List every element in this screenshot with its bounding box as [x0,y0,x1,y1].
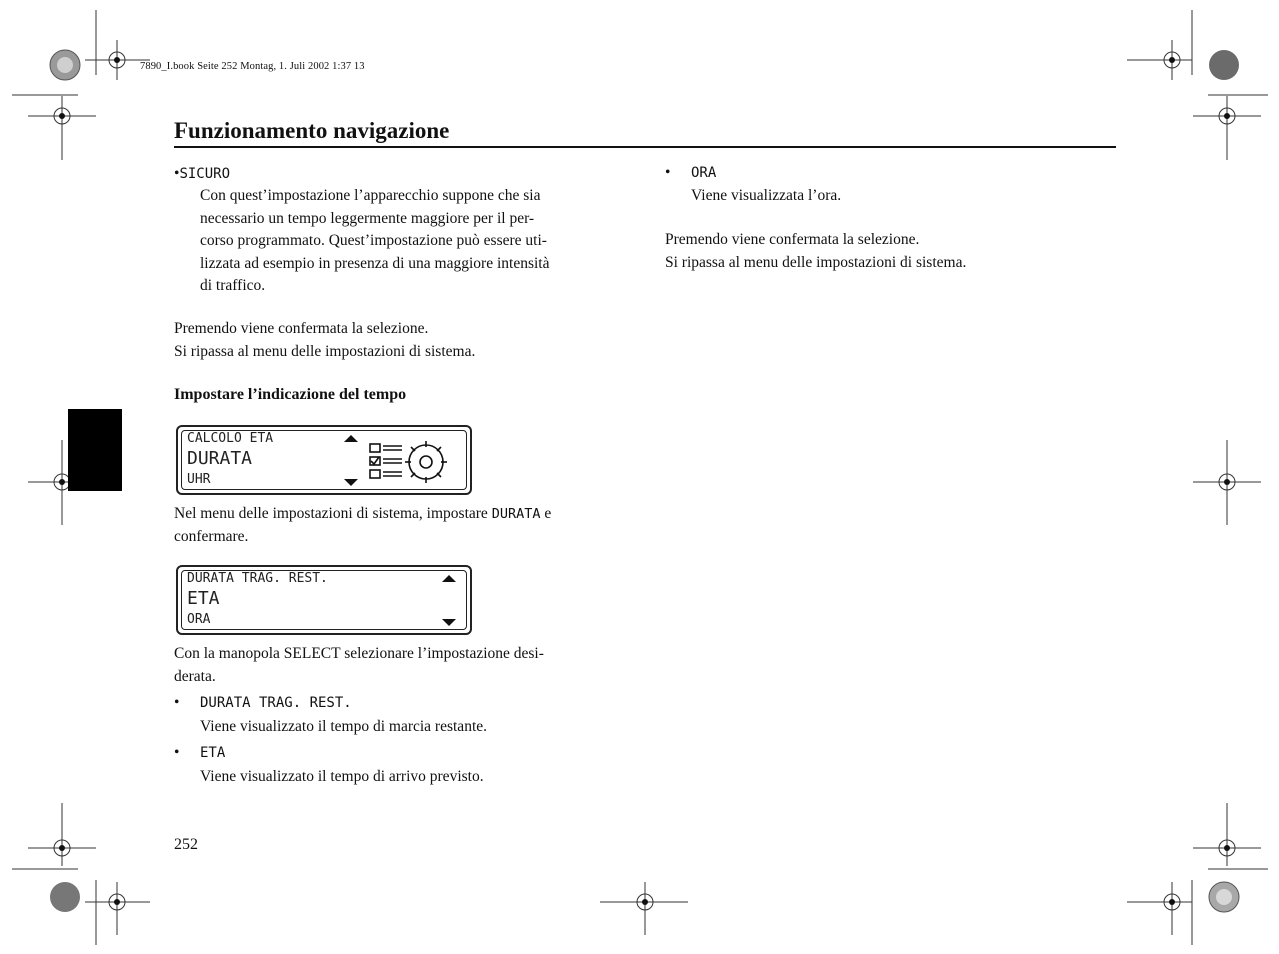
option-list [174,692,644,789]
page-number: 252 [174,836,198,853]
chapter-tab [68,409,122,491]
list-item [665,162,1105,185]
section-heading: Impostare l’indicazione del tempo [174,386,407,403]
lcd-line-1: CALCOLO ETA [187,431,274,446]
text-line: Si ripassa al menu delle impostazioni di sistema. [174,342,476,360]
inline-term: DURATA [491,506,541,522]
page-title: Funzionamento navigazione [174,118,450,143]
text-fragment: e [544,505,552,522]
list-item [174,742,644,766]
lcd-line-1: DURATA TRAG. REST. [187,571,328,586]
text-line: di traffico. [200,277,266,294]
lcd-display-1 [176,425,472,495]
scroll-down-icon [344,479,358,486]
scroll-up-icon [344,435,358,442]
lcd-line-3: UHR [187,472,211,487]
bullet: • [665,164,671,181]
option-term: DURATA TRAG. REST. [200,695,352,711]
lcd-line-2: ETA [187,588,220,609]
scroll-up-icon [442,575,456,582]
text-line: Premendo viene confermata la selezione. [665,231,920,248]
select-instruction [174,643,644,688]
bullet: • [174,744,180,761]
title-rule [174,146,1116,148]
option-description: Viene visualizzata l’ora. [691,187,842,204]
lcd-line-3: ORA [187,612,211,627]
instruction-text [174,503,644,548]
option-term: ORA [691,165,717,181]
file-info-header: 7890_I.book Seite 252 Montag, 1. Juli 2002 1:37 13 [140,61,365,72]
instruction-line-1 [174,503,644,526]
text-line: derata. [174,667,216,685]
confirm-text-right [665,229,1105,274]
bullet: • [174,165,180,182]
option-term: ETA [200,745,226,761]
sicuro-description [200,185,640,298]
settings-gear-icon [368,439,458,485]
text-fragment: Nel menu delle impostazioni di sistema, impostare [174,505,488,522]
text-line: corso programmato. Quest’impostazione può essere uti- [200,232,547,249]
sicuro-item [174,163,230,186]
scroll-down-icon [442,619,456,626]
ora-item [665,162,1105,208]
text-line: necessario un tempo leggermente maggiore per il per- [200,209,535,227]
text-line: Con quest’impostazione l’apparecchio suppone che sia [200,187,541,204]
option-description: Viene visualizzato il tempo di marcia restante. [200,718,487,735]
text-line: Con la manopola SELECT selezionare l’impostazione desi- [174,645,544,662]
text-line: lizzata ad esempio in presenza di una maggiore intensità [200,254,550,272]
lcd-display-2 [176,565,472,635]
list-item [174,692,644,716]
lcd-line-2: DURATA [187,448,253,469]
bullet: • [174,694,180,711]
option-description: Viene visualizzato il tempo di arrivo previsto. [200,768,484,785]
sicuro-term: SICURO [179,166,231,182]
confirm-text-left [174,318,475,363]
text-line: Si ripassa al menu delle impostazioni di sistema. [665,253,967,271]
text-line: confermare. [174,527,249,545]
text-line: Premendo viene confermata la selezione. [174,320,429,337]
